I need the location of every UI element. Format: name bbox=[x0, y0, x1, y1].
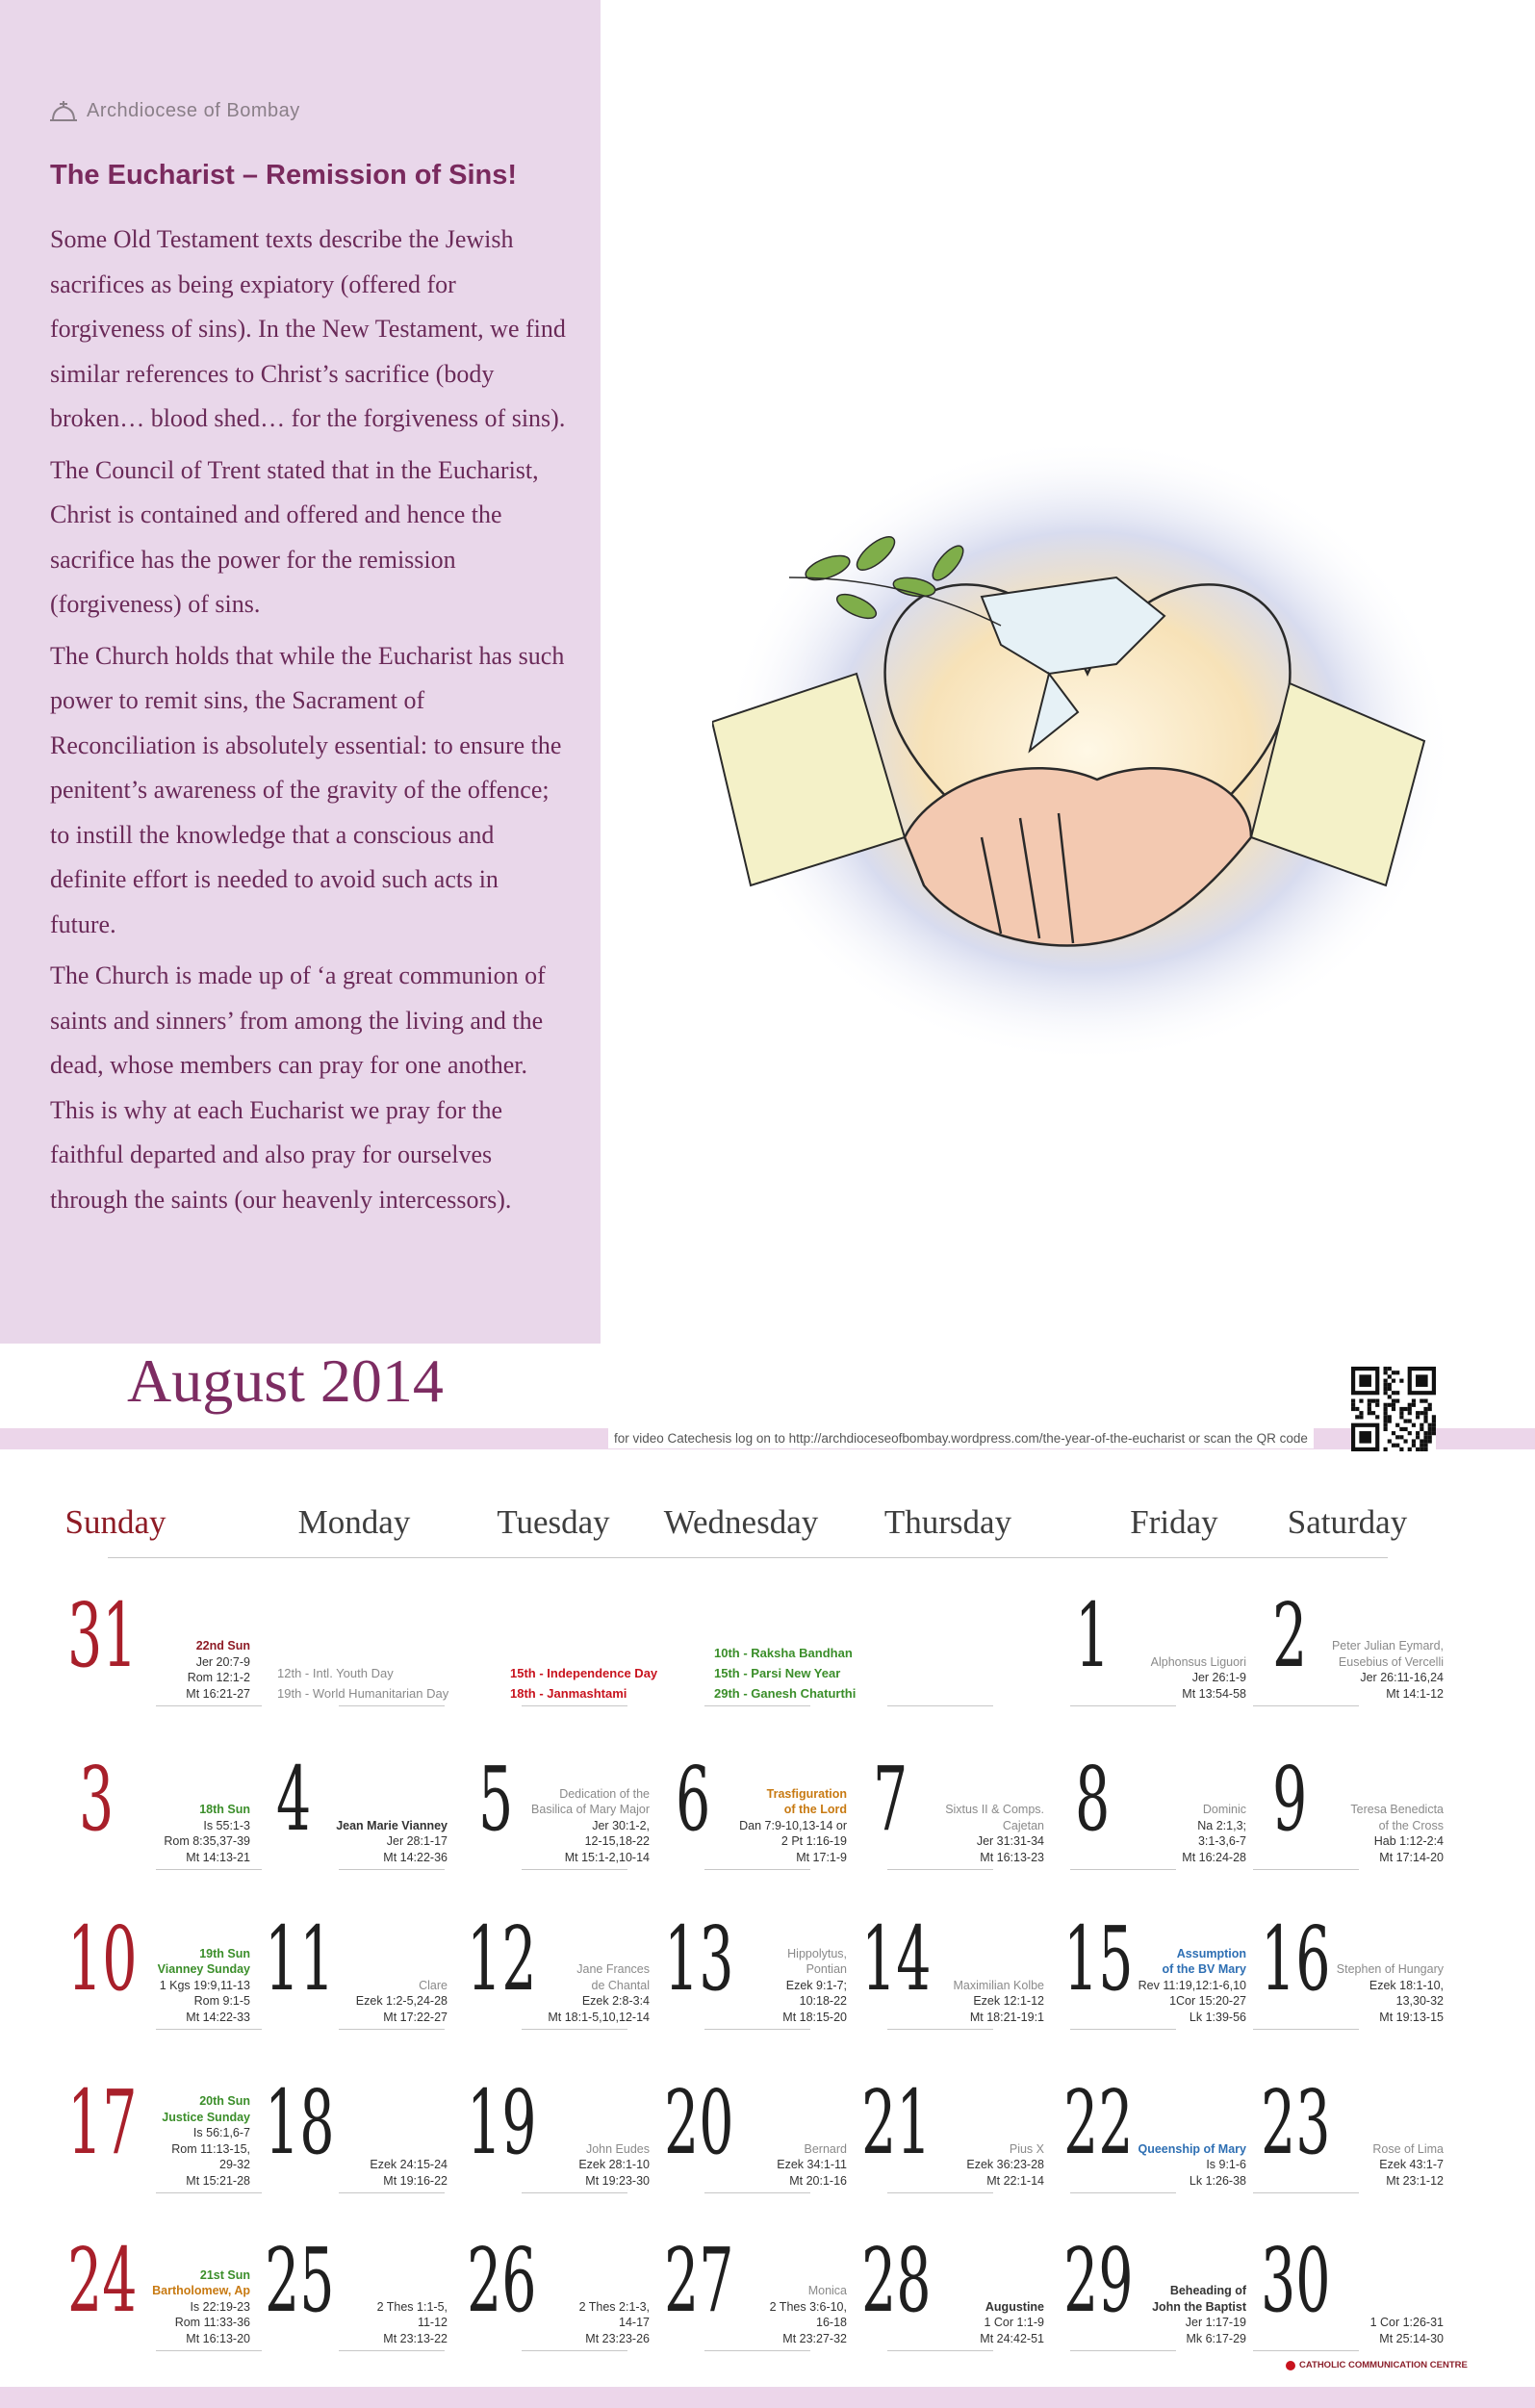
scripture-reference: Mt 25:14-30 bbox=[1379, 2331, 1444, 2345]
observance-item: 18th - Janmashtami bbox=[510, 1686, 627, 1701]
cell-bottom-rule bbox=[887, 1869, 993, 1870]
observance-item: 15th - Independence Day bbox=[510, 1666, 658, 1680]
scripture-reference: Ezek 18:1-10, bbox=[1369, 1978, 1444, 1992]
day-readings bbox=[1123, 2283, 1246, 2346]
scripture-reference: Ezek 34:1-11 bbox=[777, 2158, 847, 2171]
day-number: 20 bbox=[664, 2071, 734, 2174]
scripture-reference: Mt 19:23-30 bbox=[585, 2173, 650, 2188]
saint-name: Eusebius of Vercelli bbox=[1338, 1654, 1444, 1669]
day-number: 24 bbox=[67, 2229, 138, 2332]
scripture-reference: 3:1-3,6-7 bbox=[1197, 1834, 1246, 1848]
scripture-reference: Ezek 28:1-10 bbox=[578, 2158, 650, 2171]
feast-label: of the Lord bbox=[783, 1803, 847, 1816]
weekday-rule bbox=[656, 1557, 839, 1558]
weekday-rule bbox=[291, 1557, 473, 1558]
day-number: 11 bbox=[265, 1908, 335, 2011]
day-readings bbox=[1320, 2141, 1444, 2190]
day-readings bbox=[1123, 1946, 1246, 2026]
cell-bottom-rule bbox=[1253, 1869, 1359, 1870]
day-number: 30 bbox=[1261, 2229, 1331, 2332]
day-number: 22 bbox=[1063, 2071, 1134, 2174]
cell-bottom-rule bbox=[339, 2192, 445, 2193]
feast-label: Queenship of Mary bbox=[1138, 2141, 1246, 2156]
saint-name: Alphonsus Liguori bbox=[1150, 1654, 1246, 1669]
scripture-reference: Mt 24:42-51 bbox=[980, 2331, 1044, 2345]
feast-label: Jean Marie Vianney bbox=[336, 1818, 448, 1832]
scripture-reference: 10:18-22 bbox=[799, 1994, 847, 2008]
scripture-reference: Mt 17:14-20 bbox=[1379, 1850, 1444, 1864]
day-number: 4 bbox=[276, 1748, 312, 1851]
scripture-reference: Mt 19:13-15 bbox=[1379, 2010, 1444, 2024]
cell-bottom-rule bbox=[887, 2350, 993, 2351]
scripture-reference: Mt 23:13-22 bbox=[383, 2331, 448, 2345]
feast-label: Trasfiguration bbox=[766, 1786, 847, 1801]
paragraph: Some Old Testament texts describe the Jewish sacrifices as being expiatory (offered for forgiveness of sins). In the New Testament, we find similar references to Christ’s sacrifice (body broken… blood shed… for the forgiveness of sins). bbox=[50, 225, 566, 432]
publisher-dot-icon bbox=[1286, 2361, 1295, 2370]
cell-bottom-rule bbox=[156, 1705, 262, 1706]
feast-label: Augustine bbox=[985, 2299, 1044, 2314]
day-readings bbox=[1123, 1802, 1246, 1865]
saint-name: Rose of Lima bbox=[1372, 2141, 1444, 2156]
scripture-reference: Mk 6:17-29 bbox=[1186, 2331, 1246, 2345]
scripture-reference: 13,30-32 bbox=[1395, 1994, 1444, 2008]
day-number: 26 bbox=[467, 2229, 537, 2332]
scripture-reference: Jer 30:1-2, bbox=[592, 1818, 650, 1832]
video-note: for video Catechesis log on to http://archdioceseofbombay.wordpress.com/the-year-of-the-eucharist or scan the QR code bbox=[608, 1428, 1314, 1448]
day-number: 18 bbox=[265, 2071, 335, 2174]
saint-name: Monica bbox=[807, 2284, 847, 2297]
feast-label: Assumption bbox=[1176, 1946, 1246, 1960]
scripture-reference: Is 22:19-23 bbox=[190, 2299, 250, 2314]
day-number: 29 bbox=[1063, 2229, 1134, 2332]
saint-name: Peter Julian Eymard, bbox=[1331, 1639, 1444, 1652]
day-readings bbox=[127, 1638, 250, 1702]
day-readings bbox=[1320, 1961, 1444, 2025]
day-number: 21 bbox=[861, 2071, 932, 2174]
feast-label: Beheading of bbox=[1169, 2284, 1246, 2297]
feast-label: John the Baptist bbox=[1152, 2299, 1246, 2314]
observances-tuesday bbox=[510, 1663, 657, 1704]
scripture-reference: Is 55:1-3 bbox=[203, 1818, 250, 1832]
scripture-reference: Ezek 1:2-5,24-28 bbox=[355, 1994, 448, 2008]
scripture-reference: Mt 23:23-26 bbox=[585, 2331, 650, 2345]
scripture-reference: Rom 11:33-36 bbox=[174, 2316, 250, 2329]
cell-bottom-rule bbox=[1253, 1705, 1359, 1706]
cell-bottom-rule bbox=[156, 2029, 262, 2030]
scripture-reference: Mt 22:1-14 bbox=[986, 2173, 1044, 2188]
scripture-reference: Mt 14:22-33 bbox=[186, 2010, 250, 2024]
scripture-reference: 14-17 bbox=[619, 2316, 650, 2329]
cell-bottom-rule bbox=[339, 2350, 445, 2351]
scripture-reference: Mt 23:27-32 bbox=[782, 2331, 847, 2345]
cell-bottom-rule bbox=[1070, 2029, 1176, 2030]
saint-name: Dedication of the bbox=[559, 1786, 650, 1801]
saint-name: Basilica of Mary Major bbox=[531, 1803, 650, 1816]
scripture-reference: Lk 1:26-38 bbox=[1189, 2173, 1246, 2188]
weekday-thursday: Thursday bbox=[883, 1503, 1012, 1541]
cell-bottom-rule bbox=[156, 2192, 262, 2193]
weekday-rule bbox=[839, 1557, 1022, 1558]
scripture-reference: Ezek 43:1-7 bbox=[1379, 2158, 1444, 2171]
day-readings bbox=[324, 1818, 448, 1866]
feast-label: 21st Sun bbox=[199, 2267, 250, 2282]
cell-bottom-rule bbox=[339, 1705, 445, 1706]
scripture-reference: Dan 7:9-10,13-14 or bbox=[739, 1818, 847, 1832]
observances-monday bbox=[277, 1663, 448, 1704]
scripture-reference: 2 Thes 2:1-3, bbox=[578, 2299, 650, 2314]
day-readings bbox=[526, 2141, 650, 2190]
day-number: 28 bbox=[861, 2229, 932, 2332]
weekday-wednesday: Wednesday bbox=[663, 1503, 819, 1541]
cell-bottom-rule bbox=[1070, 1705, 1176, 1706]
day-number: 14 bbox=[861, 1908, 932, 2011]
scripture-reference: Mt 17:22-27 bbox=[383, 2010, 448, 2024]
scripture-reference: Jer 28:1-17 bbox=[386, 1834, 448, 1848]
scripture-reference: Na 2:1,3; bbox=[1197, 1818, 1246, 1832]
scripture-reference: Mt 14:1-12 bbox=[1386, 1686, 1444, 1701]
scripture-reference: Mt 17:1-9 bbox=[796, 1850, 847, 1864]
day-readings bbox=[324, 1978, 448, 2026]
day-readings bbox=[526, 1786, 650, 1866]
cell-bottom-rule bbox=[339, 2029, 445, 2030]
weekday-rule bbox=[473, 1557, 656, 1558]
feast-label: of the BV Mary bbox=[1162, 1962, 1246, 1976]
weekday-rule bbox=[1022, 1557, 1205, 1558]
month-title: August 2014 bbox=[127, 1346, 444, 1415]
cell-bottom-rule bbox=[887, 1705, 993, 1706]
day-readings bbox=[724, 2283, 847, 2346]
cell-bottom-rule bbox=[522, 2350, 627, 2351]
day-readings bbox=[127, 2093, 250, 2189]
scripture-reference: Mt 18:21-19:1 bbox=[969, 2010, 1044, 2024]
saint-name: Pontian bbox=[806, 1962, 847, 1976]
scripture-reference: Is 9:1-6 bbox=[1206, 2158, 1246, 2171]
observance-item: 19th - World Humanitarian Day bbox=[277, 1686, 449, 1701]
saint-name: Dominic bbox=[1202, 1803, 1246, 1816]
paragraph: The Church is made up of ‘a great communion of saints and sinners’ from among the living and the dead, whose members can pray for one another. This is why at each Eucharist we pray for the faithful departed and also pray for ourselves through the saints (our heavenly intercessors). bbox=[50, 961, 546, 1214]
saint-name: Stephen of Hungary bbox=[1336, 1962, 1444, 1976]
day-readings bbox=[1320, 1802, 1444, 1865]
scripture-reference: Jer 26:11-16,24 bbox=[1360, 1671, 1444, 1684]
day-number: 8 bbox=[1075, 1748, 1111, 1851]
scripture-reference: Mt 14:13-21 bbox=[186, 1850, 250, 1864]
scripture-reference: Jer 20:7-9 bbox=[195, 1654, 250, 1669]
scripture-reference: Mt 15:1-2,10-14 bbox=[564, 1850, 650, 1864]
observance-item: 15th - Parsi New Year bbox=[714, 1666, 841, 1680]
day-readings bbox=[127, 2267, 250, 2347]
day-readings bbox=[921, 1978, 1044, 2026]
scripture-reference: Rom 12:1-2 bbox=[187, 1671, 250, 1684]
day-number: 1 bbox=[1075, 1584, 1111, 1687]
feast-label: 22nd Sun bbox=[195, 1639, 250, 1652]
scripture-reference: Ezek 36:23-28 bbox=[966, 2158, 1044, 2171]
cell-bottom-rule bbox=[704, 2029, 810, 2030]
observances-wednesday bbox=[714, 1643, 856, 1704]
scripture-reference: 1 Cor 1:1-9 bbox=[984, 2316, 1044, 2329]
cell-bottom-rule bbox=[704, 2350, 810, 2351]
saint-name: Jane Frances bbox=[576, 1962, 650, 1976]
scripture-reference: Jer 31:31-34 bbox=[976, 1834, 1044, 1848]
cell-bottom-rule bbox=[339, 1869, 445, 1870]
day-number: 16 bbox=[1261, 1908, 1331, 2011]
scripture-reference: Mt 16:13-23 bbox=[980, 1850, 1044, 1864]
day-readings bbox=[921, 2141, 1044, 2190]
weekday-tuesday: Tuesday bbox=[497, 1503, 610, 1541]
scripture-reference: 2 Thes 1:1-5, bbox=[376, 2299, 448, 2314]
scripture-reference: Lk 1:39-56 bbox=[1189, 2010, 1246, 2024]
day-readings bbox=[724, 1946, 847, 2026]
weekday-saturday: Saturday bbox=[1287, 1503, 1408, 1541]
weekday-sunday: Sunday bbox=[64, 1503, 166, 1541]
scripture-reference: 16-18 bbox=[816, 2316, 847, 2329]
scripture-reference: 12-15,18-22 bbox=[584, 1834, 650, 1848]
saint-name: de Chantal bbox=[591, 1978, 650, 1992]
feast-label: Bartholomew, Ap bbox=[152, 2284, 250, 2297]
day-number: 10 bbox=[67, 1908, 138, 2011]
cell-bottom-rule bbox=[522, 1869, 627, 1870]
cell-bottom-rule bbox=[1070, 2192, 1176, 2193]
day-number: 23 bbox=[1261, 2071, 1331, 2174]
day-readings bbox=[526, 2299, 650, 2347]
day-readings bbox=[1320, 1638, 1444, 1702]
cell-bottom-rule bbox=[887, 2192, 993, 2193]
scripture-reference: Mt 20:1-16 bbox=[789, 2173, 847, 2188]
observance-item: 12th - Intl. Youth Day bbox=[277, 1666, 394, 1680]
scripture-reference: 1Cor 15:20-27 bbox=[1169, 1994, 1246, 2008]
feast-label: 18th Sun bbox=[199, 1803, 250, 1816]
paragraph: The Council of Trent stated that in the Eucharist, Christ is contained and offered and hence the sacrifice has the power for the remission (forgiveness) of sins. bbox=[50, 455, 539, 618]
saint-name: Maximilian Kolbe bbox=[953, 1978, 1044, 1992]
cell-bottom-rule bbox=[704, 2192, 810, 2193]
saint-name: Bernard bbox=[804, 2141, 847, 2156]
day-number: 3 bbox=[79, 1748, 115, 1851]
day-readings bbox=[1123, 2141, 1246, 2190]
scripture-reference: Ezek 24:15-24 bbox=[370, 2158, 448, 2171]
cell-bottom-rule bbox=[1253, 2029, 1359, 2030]
saint-name: of the Cross bbox=[1378, 1818, 1444, 1832]
day-number: 27 bbox=[664, 2229, 734, 2332]
scripture-reference: Mt 18:15-20 bbox=[782, 2010, 847, 2024]
day-number: 6 bbox=[676, 1748, 711, 1851]
feast-label: Justice Sunday bbox=[162, 2110, 250, 2124]
scripture-reference: 1 Kgs 19:9,11-13 bbox=[159, 1978, 250, 1992]
scripture-reference: Rom 8:35,37-39 bbox=[164, 1834, 250, 1848]
saint-name: Clare bbox=[419, 1978, 448, 1992]
day-number: 7 bbox=[873, 1748, 908, 1851]
brand-name: Archdiocese of Bombay bbox=[87, 100, 300, 121]
scripture-reference: Mt 23:1-12 bbox=[1386, 2173, 1444, 2188]
observance-item: 29th - Ganesh Chaturthi bbox=[714, 1686, 857, 1701]
scripture-reference: Mt 15:21-28 bbox=[186, 2173, 250, 2188]
scripture-reference: Ezek 2:8-3:4 bbox=[581, 1994, 650, 2008]
day-readings bbox=[526, 1961, 650, 2025]
day-readings bbox=[324, 2157, 448, 2189]
saint-name: Teresa Benedicta bbox=[1350, 1803, 1444, 1816]
day-number: 5 bbox=[478, 1748, 514, 1851]
scripture-reference: Mt 13:54-58 bbox=[1182, 1686, 1246, 1701]
saint-name: Pius X bbox=[1009, 2141, 1044, 2156]
feast-label: Vianney Sunday bbox=[157, 1962, 250, 1976]
scripture-reference: 1 Cor 1:26-31 bbox=[1369, 2316, 1444, 2329]
day-readings bbox=[127, 1946, 250, 2026]
scripture-reference: 2 Pt 1:16-19 bbox=[780, 1834, 847, 1848]
day-readings bbox=[1320, 2315, 1444, 2346]
scripture-reference: Rom 11:13-15, bbox=[171, 2141, 250, 2156]
cell-bottom-rule bbox=[522, 1705, 627, 1706]
saint-name: Cajetan bbox=[1002, 1818, 1044, 1832]
day-number: 2 bbox=[1272, 1584, 1308, 1687]
day-number: 31 bbox=[67, 1584, 138, 1687]
scripture-reference: Mt 16:21-27 bbox=[186, 1686, 250, 1701]
cell-bottom-rule bbox=[887, 2029, 993, 2030]
scripture-reference: 11-12 bbox=[417, 2316, 448, 2329]
day-readings bbox=[324, 2299, 448, 2347]
day-readings bbox=[724, 1786, 847, 1866]
scripture-reference: Rev 11:19,12:1-6,10 bbox=[1138, 1978, 1246, 1992]
footer-band bbox=[0, 2387, 1535, 2408]
day-number: 9 bbox=[1272, 1748, 1308, 1851]
weekday-rule bbox=[108, 1557, 291, 1558]
publisher-name: CATHOLIC COMMUNICATION CENTRE bbox=[1299, 2360, 1468, 2370]
saint-name: Sixtus II & Comps. bbox=[945, 1803, 1044, 1816]
day-readings bbox=[127, 1802, 250, 1865]
scripture-reference: Ezek 9:1-7; bbox=[785, 1978, 847, 1992]
day-number: 25 bbox=[265, 2229, 335, 2332]
scripture-reference: Rom 9:1-5 bbox=[193, 1994, 250, 2008]
scripture-reference: Is 56:1,6-7 bbox=[192, 2126, 250, 2139]
day-number: 17 bbox=[67, 2071, 138, 2174]
scripture-reference: Hab 1:12-2:4 bbox=[1373, 1834, 1444, 1848]
scripture-reference: Jer 1:17-19 bbox=[1185, 2316, 1246, 2329]
cell-bottom-rule bbox=[1253, 2350, 1359, 2351]
scripture-reference: Mt 19:16-22 bbox=[383, 2173, 448, 2188]
scripture-reference: 2 Thes 3:6-10, bbox=[769, 2299, 847, 2314]
scripture-reference: Mt 18:1-5,10,12-14 bbox=[548, 2010, 650, 2024]
article-title: The Eucharist – Remission of Sins! bbox=[50, 160, 518, 191]
paragraph: The Church holds that while the Eucharist has such power to remit sins, the Sacrament of Reconciliation is absolutely essential: to ensure the penitent’s awareness of the gravity of the offence; to instill the knowledge that a conscious and definite effort is needed to avoid such acts in future. bbox=[50, 641, 565, 938]
cell-bottom-rule bbox=[1070, 2350, 1176, 2351]
publisher-logo bbox=[1286, 2360, 1468, 2370]
cell-bottom-rule bbox=[156, 1869, 262, 1870]
cell-bottom-rule bbox=[704, 1869, 810, 1870]
observance-item: 10th - Raksha Bandhan bbox=[714, 1646, 853, 1660]
saint-name: John Eudes bbox=[585, 2141, 650, 2156]
cell-bottom-rule bbox=[1070, 1869, 1176, 1870]
saint-name: Hippolytus, bbox=[787, 1946, 847, 1960]
cell-bottom-rule bbox=[1253, 2192, 1359, 2193]
day-number: 19 bbox=[467, 2071, 537, 2174]
weekday-rule bbox=[1205, 1557, 1388, 1558]
cell-bottom-rule bbox=[522, 2192, 627, 2193]
scripture-reference: Jer 26:1-9 bbox=[1191, 1671, 1246, 1684]
weekday-friday: Friday bbox=[1130, 1503, 1218, 1541]
scripture-reference: Ezek 12:1-12 bbox=[973, 1994, 1044, 2008]
scripture-reference: Mt 16:13-20 bbox=[186, 2331, 250, 2345]
scripture-reference: Mt 16:24-28 bbox=[1182, 1850, 1246, 1864]
cell-bottom-rule bbox=[522, 2029, 627, 2030]
scripture-reference: 29-32 bbox=[219, 2158, 250, 2171]
cell-bottom-rule bbox=[704, 1705, 810, 1706]
day-number: 13 bbox=[664, 1908, 734, 2011]
feast-label: 19th Sun bbox=[199, 1946, 250, 1960]
weekday-monday: Monday bbox=[297, 1503, 411, 1541]
day-number: 12 bbox=[467, 1908, 537, 2011]
day-readings bbox=[921, 2299, 1044, 2347]
day-number: 15 bbox=[1063, 1908, 1134, 2011]
day-readings bbox=[1123, 1654, 1246, 1703]
day-readings bbox=[921, 1802, 1044, 1865]
cell-bottom-rule bbox=[156, 2350, 262, 2351]
feast-label: 20th Sun bbox=[199, 2094, 250, 2108]
scripture-reference: Mt 14:22-36 bbox=[383, 1850, 448, 1864]
day-readings bbox=[724, 2141, 847, 2190]
